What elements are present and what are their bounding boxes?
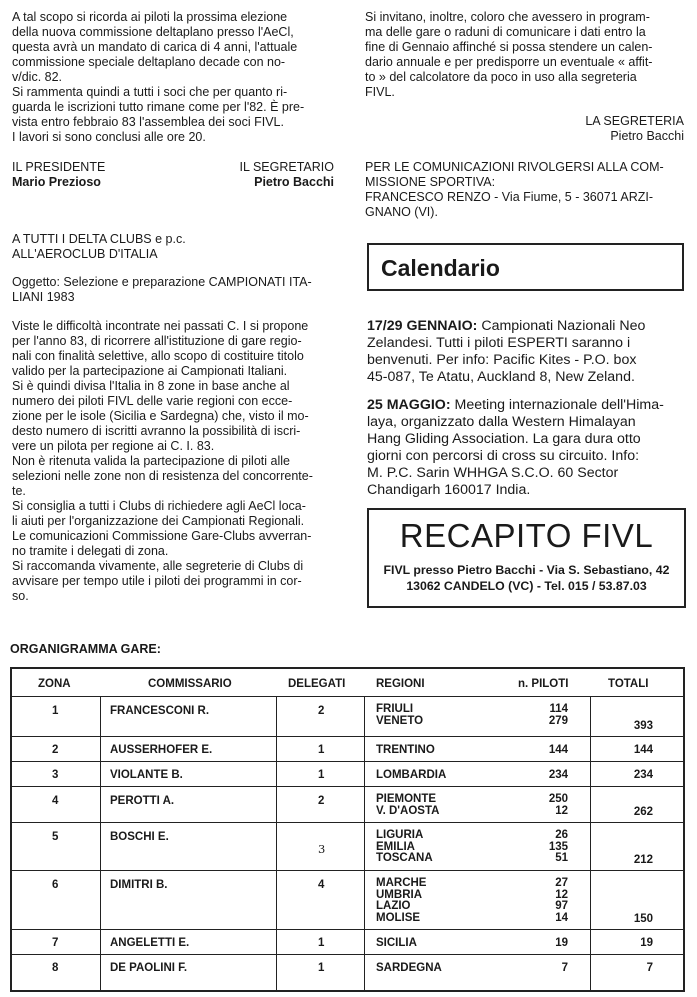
text-line: ALL'AEROCLUB D'ITALIA bbox=[12, 247, 158, 261]
cell-zona: 1 bbox=[52, 705, 59, 717]
cell-zona: 8 bbox=[52, 962, 59, 974]
cell-commissario: DIMITRI B. bbox=[110, 879, 168, 891]
cell-commissario: FRANCESCONI R. bbox=[110, 705, 210, 717]
text-line: Si consiglia a tutti i Clubs di richiedere agli AeCl loca- bbox=[12, 499, 306, 513]
header-delegati: DELEGATI bbox=[288, 678, 346, 690]
text-line: Si raccomanda vivamente, alle segreterie di Clubs di bbox=[12, 559, 304, 573]
cell-piloti: 51 bbox=[555, 852, 568, 864]
table-row bbox=[12, 823, 683, 871]
text-line: Si rammenta quindi a tutti i soci che per quanto ri- bbox=[12, 85, 288, 99]
text-line: numero dei piloti FIVL delle varie regioni con ecce- bbox=[12, 394, 293, 408]
cell-totale: 393 bbox=[633, 720, 653, 732]
cell-totale: 19 bbox=[640, 937, 653, 949]
text-line: guarda le iscrizioni tutto rimane come per l'82. È pre- bbox=[12, 100, 305, 114]
text-line: laya, organizzato dalla Western Himalayan bbox=[367, 414, 636, 430]
event-date: 25 MAGGIO: bbox=[367, 397, 451, 413]
text-line: Si invitano, inoltre, coloro che avessero in program- bbox=[365, 10, 650, 24]
cell-piloti: 135 bbox=[548, 840, 568, 853]
cell-piloti: 234 bbox=[548, 769, 568, 781]
signature-role: IL SEGRETARIO bbox=[239, 160, 334, 174]
cell-delegati: 2 bbox=[318, 795, 325, 807]
calendar-title: Calendario bbox=[381, 255, 500, 281]
cell-delegati: 4 bbox=[318, 879, 325, 891]
cell-zona: 5 bbox=[52, 831, 59, 843]
header-zona: ZONA bbox=[38, 678, 71, 690]
header-regioni: REGIONI bbox=[376, 678, 425, 690]
text-line bbox=[367, 318, 685, 335]
cell-delegati: 1 bbox=[318, 962, 325, 974]
header-commissario: COMMISSARIO bbox=[148, 678, 232, 690]
signature-name: Pietro Bacchi bbox=[254, 175, 334, 189]
cell-zona: 7 bbox=[52, 937, 59, 949]
text-line: v/dic. 82. bbox=[12, 70, 63, 84]
table-row bbox=[12, 737, 683, 762]
cell-regione: V. D'AOSTA bbox=[376, 804, 440, 817]
text-line: giorni con percorsi di cross su circuito. Info: bbox=[367, 448, 640, 464]
text-line: FIVL. bbox=[365, 85, 395, 99]
cell-piloti: 27 bbox=[555, 877, 568, 889]
text-line: vista entro febbraio 83 l'assemblea dei soci FIVL. bbox=[12, 115, 284, 129]
text-line: GNANO (VI). bbox=[365, 205, 438, 219]
text-line: FIVL presso Pietro Bacchi - Via S. Sebastiano, 42 bbox=[383, 563, 670, 577]
cell-regione: EMILIA bbox=[376, 840, 415, 853]
cell-piloti: 12 bbox=[555, 888, 568, 901]
table-row bbox=[12, 697, 683, 737]
cell-commissario: PEROTTI A. bbox=[110, 795, 175, 807]
recapito-address bbox=[369, 562, 684, 594]
segreteria-signature bbox=[530, 114, 684, 144]
text-line: avvisare per tempo utile i piloti dei programmi in cor- bbox=[12, 574, 302, 588]
signature-role: IL PRESIDENTE bbox=[12, 160, 106, 174]
text-line: questa avrà un mandato di carica di 4 anni, l'attuale bbox=[12, 40, 298, 54]
cell-zona: 2 bbox=[52, 744, 59, 756]
text-line: so. bbox=[12, 589, 29, 603]
text-line: Chandigarh 160017 India. bbox=[367, 482, 531, 498]
table-row bbox=[12, 955, 683, 980]
cell-regione: SARDEGNA bbox=[376, 962, 442, 974]
cell-piloti: 97 bbox=[555, 900, 568, 912]
cell-regione: LAZIO bbox=[376, 900, 411, 912]
cell-regione: FRIULI bbox=[376, 703, 414, 715]
text-line: A TUTTI I DELTA CLUBS e p.c. bbox=[12, 232, 186, 246]
cell-regione: UMBRIA bbox=[376, 888, 422, 901]
left-para1 bbox=[12, 10, 342, 145]
text-line: selezioni nelle zone non di resistenza del concorrente- bbox=[12, 469, 313, 483]
cell-piloti: 19 bbox=[555, 937, 568, 949]
cell-commissario: VIOLANTE B. bbox=[110, 769, 183, 781]
event-may bbox=[367, 397, 685, 499]
comunicazioni-block bbox=[365, 160, 687, 220]
cell-regione: MARCHE bbox=[376, 877, 427, 889]
cell-zona: 6 bbox=[52, 879, 59, 891]
cell-totale: 262 bbox=[633, 806, 653, 818]
table-row bbox=[12, 787, 683, 823]
cell-piloti: 279 bbox=[548, 714, 568, 727]
text-line: ma delle gare o raduni di comunicare i dati entro la bbox=[365, 25, 646, 39]
text-line: Si è quindi divisa l'Italia in 8 zone in base anche al bbox=[12, 379, 290, 393]
cell-piloti: 26 bbox=[555, 829, 568, 841]
text-line: della nuova commissione deltaplano presso l'AeCl, bbox=[12, 25, 294, 39]
text-line: benvenuti. Per info: Pacific Kites - P.O. box bbox=[367, 352, 637, 368]
cell-commissario: DE PAOLINI F. bbox=[110, 962, 188, 974]
table-header bbox=[12, 669, 683, 697]
table-row bbox=[12, 871, 683, 930]
table-row bbox=[12, 762, 683, 787]
cell-totale: 234 bbox=[633, 769, 653, 781]
cell-zona: 4 bbox=[52, 795, 59, 807]
cell-regione: MOLISE bbox=[376, 911, 421, 924]
text-line: Zelandesi. Tutti i piloti ESPERTI saranno i bbox=[367, 335, 631, 351]
text-line: Non è ritenuta valida la partecipazione di piloti alle bbox=[12, 454, 290, 468]
text-line: per l'anno 83, di ricorrere all'istituzione di gare regio- bbox=[12, 334, 302, 348]
cell-piloti: 114 bbox=[549, 703, 568, 715]
cell-commissario: ANGELETTI E. bbox=[110, 937, 190, 949]
table-body bbox=[12, 697, 683, 990]
body-block bbox=[12, 319, 344, 604]
organigramma-table bbox=[10, 667, 685, 992]
cell-delegati: 1 bbox=[318, 744, 325, 756]
oggetto-block bbox=[12, 275, 342, 305]
text-line: commissione speciale deltaplano decade con no- bbox=[12, 55, 286, 69]
cell-piloti: 14 bbox=[555, 911, 568, 924]
event-text: Campionati Nazionali Neo bbox=[477, 318, 646, 334]
text-line: fine di Gennaio affinché si possa stendere un calen- bbox=[365, 40, 653, 54]
cell-piloti: 144 bbox=[548, 744, 568, 756]
text-line: I lavori si sono conclusi alle ore 20. bbox=[12, 130, 206, 144]
text-line: desto numero di iscritti avranno la possibilità di iscri- bbox=[12, 424, 301, 438]
header-piloti: n. PILOTI bbox=[518, 678, 569, 690]
cell-piloti: 250 bbox=[548, 793, 568, 805]
signature-role: LA SEGRETERIA bbox=[585, 114, 684, 128]
text-line: LIANI 1983 bbox=[12, 290, 75, 304]
text-line: Viste le difficoltà incontrate nei passati C. I si propone bbox=[12, 319, 309, 333]
text-line: vere un pilota per regione ai C. I. 83. bbox=[12, 439, 215, 453]
cell-regione: SICILIA bbox=[376, 937, 417, 949]
cell-delegati: 3 bbox=[318, 842, 326, 856]
cell-delegati: 1 bbox=[318, 769, 325, 781]
cell-delegati: 1 bbox=[318, 937, 325, 949]
cell-piloti: 12 bbox=[555, 804, 568, 817]
text-line: valido per la partecipazione ai Campionati Italiani. bbox=[12, 364, 288, 378]
right-para1 bbox=[365, 10, 687, 100]
cell-totale: 144 bbox=[633, 744, 653, 756]
cell-totale: 150 bbox=[633, 913, 653, 925]
table-row bbox=[12, 930, 683, 955]
event-text: Meeting internazionale dell'Hima- bbox=[450, 397, 664, 413]
cell-regione: LOMBARDIA bbox=[376, 769, 447, 781]
text-line bbox=[367, 397, 685, 414]
text-line: 13062 CANDELO (VC) - Tel. 015 / 53.87.03 bbox=[406, 579, 647, 593]
cell-totale: 212 bbox=[633, 854, 653, 866]
header-totali: TOTALI bbox=[608, 678, 649, 690]
cell-regione: LIGURIA bbox=[376, 829, 424, 841]
cell-regione: TRENTINO bbox=[376, 744, 435, 756]
cell-piloti: 7 bbox=[561, 962, 568, 974]
text-line: Hang Gliding Association. La gara dura otto bbox=[367, 431, 641, 447]
event-date: 17/29 GENNAIO: bbox=[367, 318, 478, 334]
cell-commissario: AUSSERHOFER E. bbox=[110, 744, 213, 756]
text-line: M. P.C. Sarin WHHGA S.C.O. 60 Sector bbox=[367, 465, 619, 481]
text-line: te. bbox=[12, 484, 26, 498]
recapito-box bbox=[367, 508, 686, 608]
signature-name: Mario Prezioso bbox=[12, 175, 101, 189]
text-line: FRANCESCO RENZO - Via Fiume, 5 - 36071 ARZI- bbox=[365, 190, 654, 204]
text-line: Oggetto: Selezione e preparazione CAMPIONATI ITA- bbox=[12, 275, 312, 289]
cell-regione: PIEMONTE bbox=[376, 793, 437, 805]
text-line: PER LE COMUNICAZIONI RIVOLGERSI ALLA COM- bbox=[365, 160, 664, 174]
text-line: dario annuale e per predisporre un eventuale « affit- bbox=[365, 55, 653, 69]
event-january bbox=[367, 318, 685, 386]
text-line: nali con finalità selettive, allo scopo di costituire titolo bbox=[12, 349, 304, 363]
calendar-heading-box bbox=[367, 243, 684, 291]
text-line: A tal scopo si ricorda ai piloti la prossima elezione bbox=[12, 10, 288, 24]
signature-name: Pietro Bacchi bbox=[610, 129, 684, 143]
cell-delegati: 2 bbox=[318, 705, 325, 717]
text-line: MISSIONE SPORTIVA: bbox=[365, 175, 496, 189]
text-line: 45-087, Te Atatu, Auckland 8, New Zeland. bbox=[367, 369, 635, 385]
cell-regione: TOSCANA bbox=[376, 852, 433, 864]
recapito-title: RECAPITO FIVL bbox=[399, 517, 654, 554]
text-line: no tramite i delegati di zona. bbox=[12, 544, 169, 558]
cell-regione: VENETO bbox=[376, 714, 424, 727]
cell-zona: 3 bbox=[52, 769, 59, 781]
text-line: Le comunicazioni Commissione Gare-Clubs avverran- bbox=[12, 529, 312, 543]
secretary-signature bbox=[238, 160, 334, 190]
cell-totale: 7 bbox=[646, 962, 653, 974]
address-block bbox=[12, 232, 342, 262]
president-signature bbox=[12, 160, 105, 190]
organigramma-title: ORGANIGRAMMA GARE: bbox=[10, 642, 161, 656]
text-line: zione per le isole (Sicilia e Sardegna) che, visto il mo- bbox=[12, 409, 309, 423]
text-line: to » del calcolatore da poco in uso alla segreteria bbox=[365, 70, 637, 84]
text-line: li aiuti per l'organizzazione dei Campionati Regionali. bbox=[12, 514, 305, 528]
cell-commissario: BOSCHI E. bbox=[110, 831, 169, 843]
